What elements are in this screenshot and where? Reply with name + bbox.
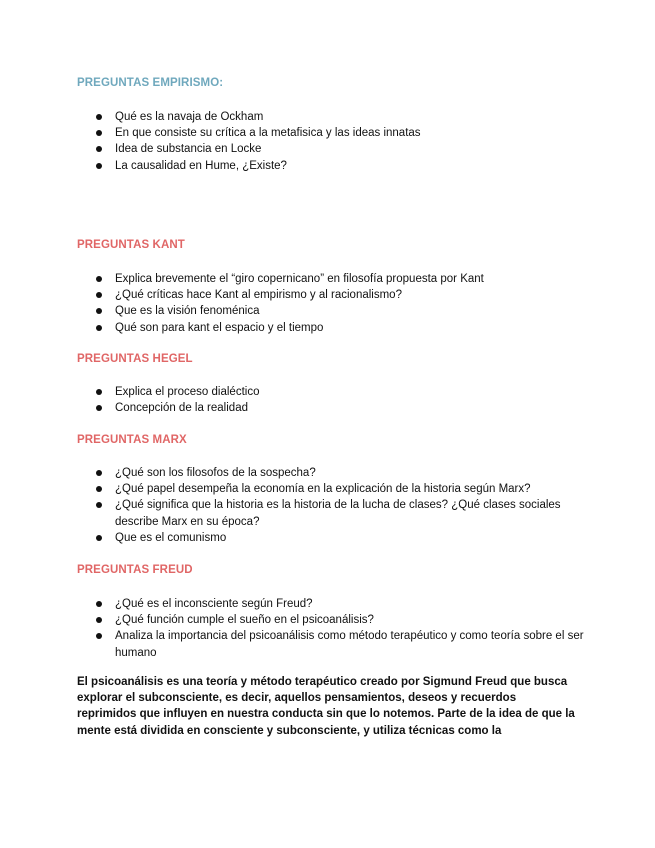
section-heading-empirismo: PREGUNTAS EMPIRISMO: (77, 77, 224, 89)
list-item: Que es la visión fenoménica (77, 303, 587, 319)
bullet-icon (96, 308, 102, 314)
question-list-freud (77, 596, 587, 661)
bullet-icon (96, 114, 102, 120)
bullet-icon (96, 633, 102, 639)
section-heading-kant: PREGUNTAS KANT (77, 239, 185, 251)
freud-paragraph: El psicoanálisis es una teoría y método terapéutico creado por Sigmund Freud que busca explorar el subconsciente, es decir, aquellos pensamientos, deseos y recuerdos reprimidos que influyen en nuestra conducta sin que lo notemos. Parte de la idea de que la mente está dividida en consciente y subconsciente, y utiliza técnicas como la (77, 676, 575, 737)
bullet-icon (96, 617, 102, 623)
list-item: Analiza la importancia del psicoanálisis como método terapéutico y como teoría sobre el ser humano (77, 628, 587, 660)
list-item: ¿Qué es el inconsciente según Freud? (77, 596, 587, 612)
section-heading-marx: PREGUNTAS MARX (77, 434, 187, 446)
bullet-icon (96, 535, 102, 541)
question-list-hegel (77, 384, 587, 416)
bullet-icon (96, 163, 102, 169)
list-item: Explica el proceso dialéctico (77, 384, 587, 400)
bullet-icon (96, 389, 102, 395)
list-item: Qué son para kant el espacio y el tiempo (77, 320, 587, 336)
list-item: ¿Qué críticas hace Kant al empirismo y al racionalismo? (77, 287, 587, 303)
list-item: Que es el comunismo (77, 530, 587, 546)
list-item: ¿Qué función cumple el sueño en el psicoanálisis? (77, 612, 587, 628)
list-item: Explica brevemente el “giro copernicano” en filosofía propuesta por Kant (77, 271, 587, 287)
list-item: ¿Qué son los filosofos de la sospecha? (77, 465, 587, 481)
section-heading-hegel: PREGUNTAS HEGEL (77, 353, 193, 365)
bullet-icon (96, 470, 102, 476)
list-item: En que consiste su crítica a la metafisica y las ideas innatas (77, 125, 587, 141)
bullet-icon (96, 502, 102, 508)
bullet-icon (96, 292, 102, 298)
section-heading-freud: PREGUNTAS FREUD (77, 564, 193, 576)
question-list-empirismo (77, 109, 587, 174)
bullet-icon (96, 146, 102, 152)
bullet-icon (96, 601, 102, 607)
question-list-marx (77, 465, 587, 546)
bullet-icon (96, 130, 102, 136)
list-item: Concepción de la realidad (77, 400, 587, 416)
question-list-kant (77, 271, 587, 336)
list-item: La causalidad en Hume, ¿Existe? (77, 158, 587, 174)
list-item: Qué es la navaja de Ockham (77, 109, 587, 125)
bullet-icon (96, 486, 102, 492)
list-item: ¿Qué significa que la historia es la historia de la lucha de clases? ¿Qué clases sociales describe Marx en su época? (77, 497, 587, 529)
bullet-icon (96, 325, 102, 331)
bullet-icon (96, 405, 102, 411)
bullet-icon (96, 276, 102, 282)
list-item: ¿Qué papel desempeña la economía en la explicación de la historia según Marx? (77, 481, 587, 497)
list-item: Idea de substancia en Locke (77, 141, 587, 157)
